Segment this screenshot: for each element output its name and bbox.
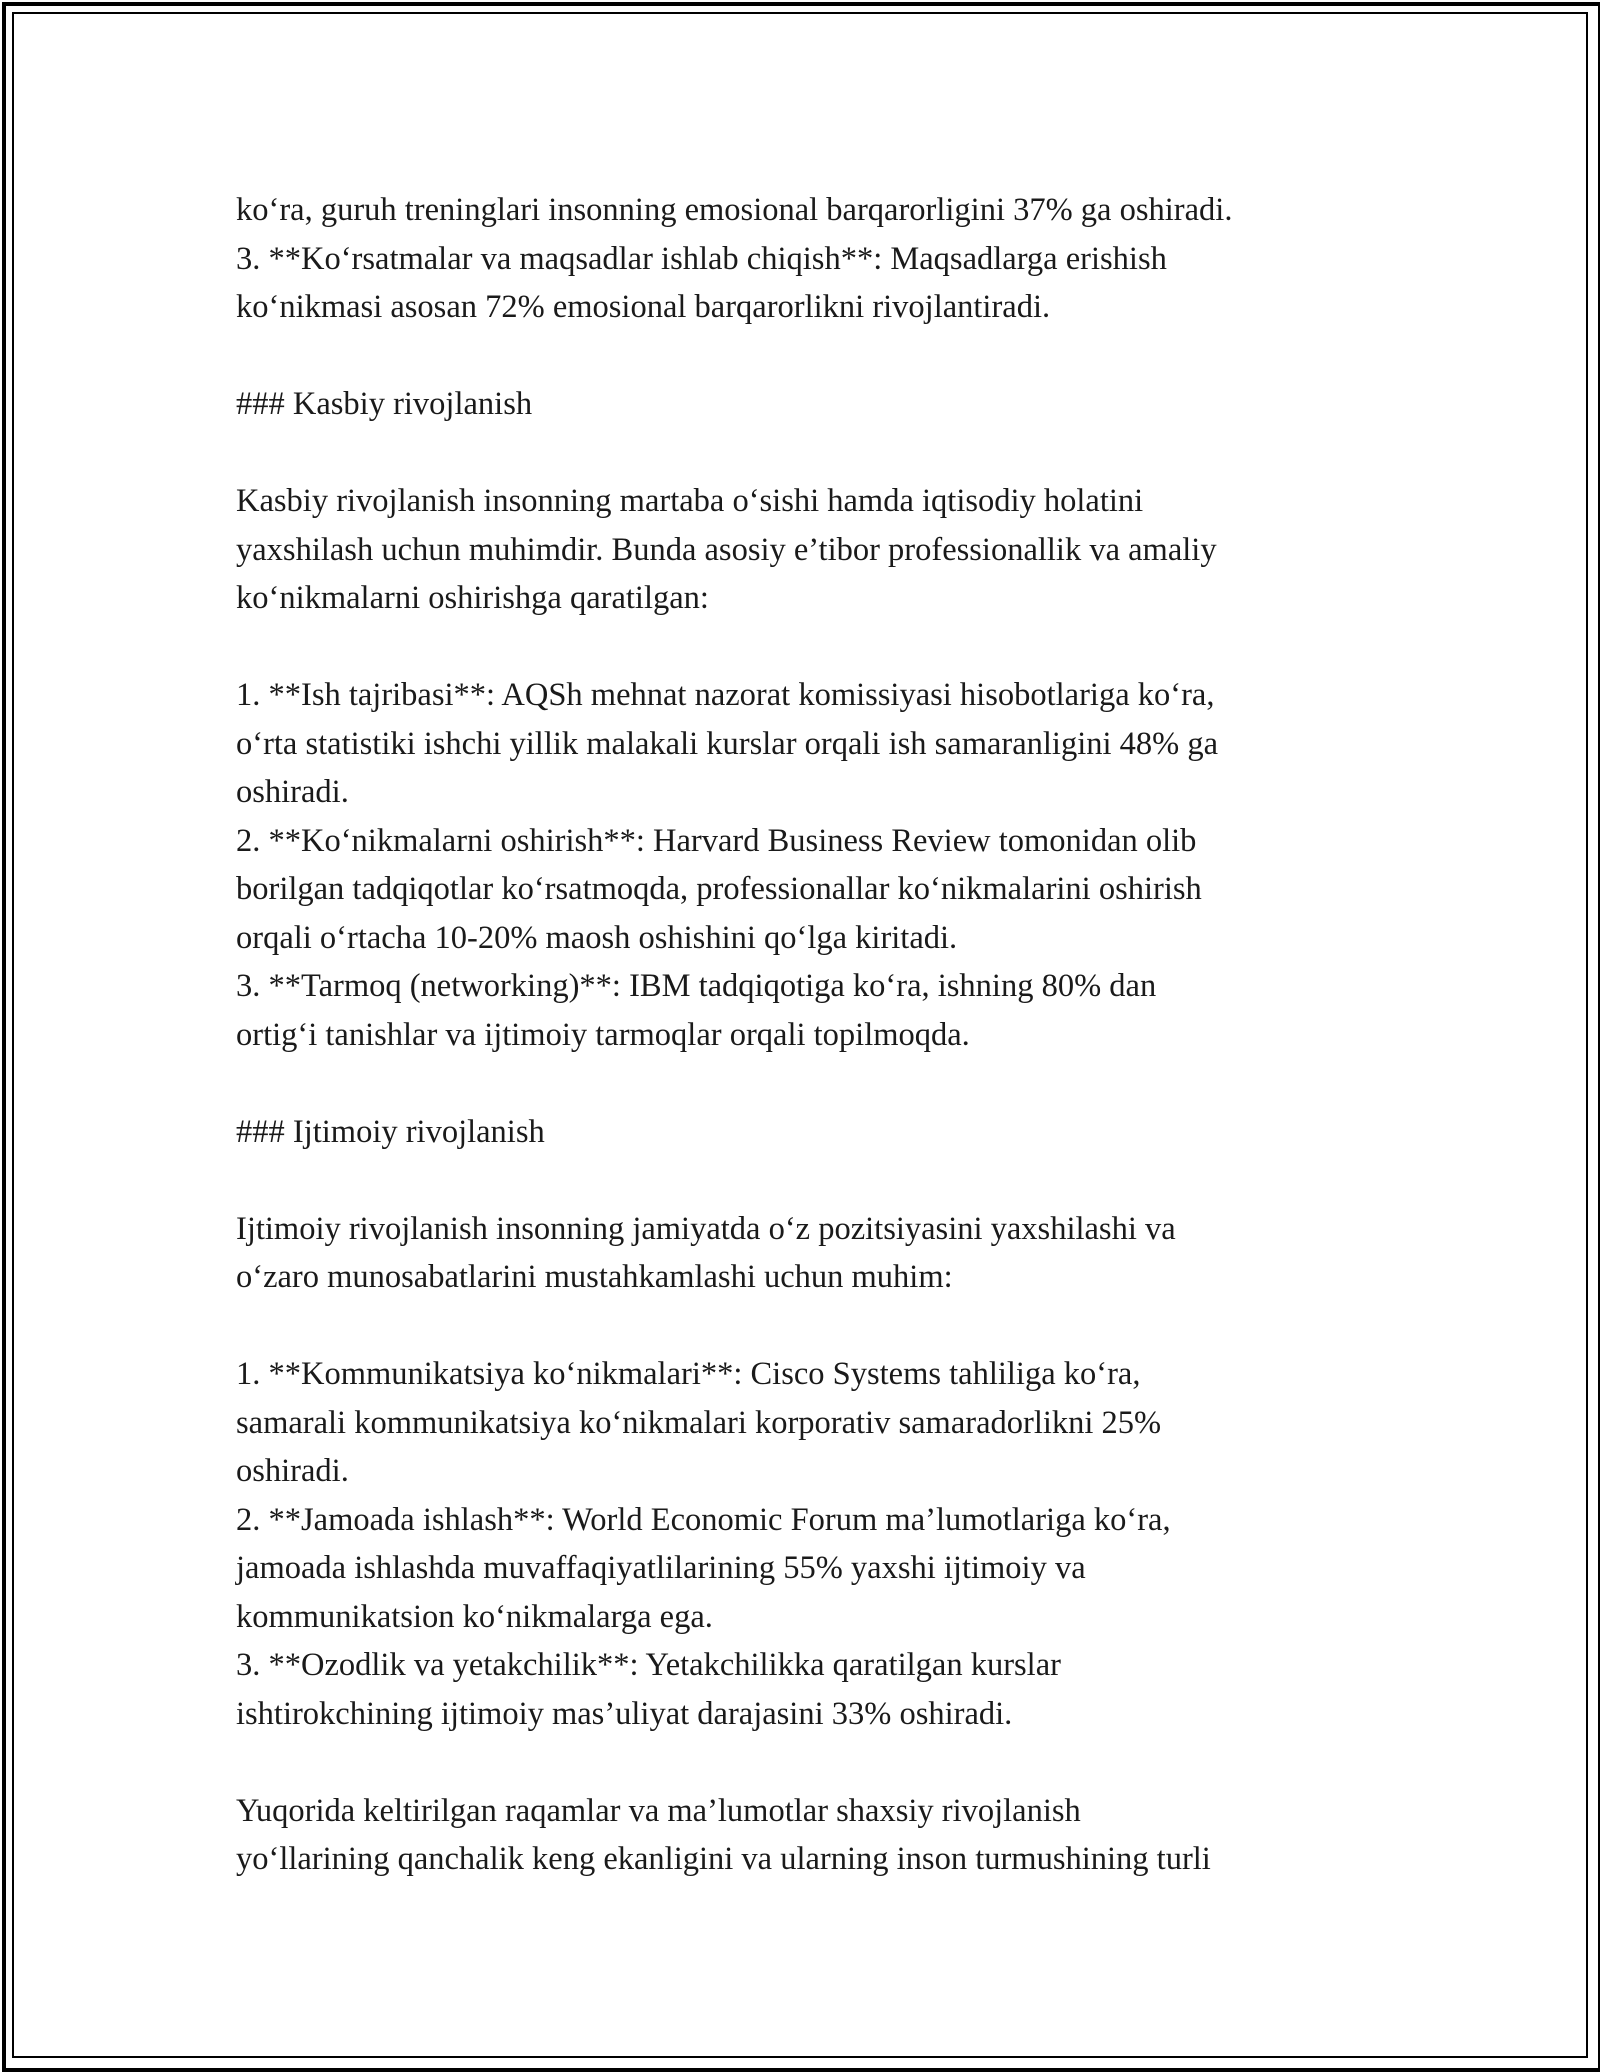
list-item-line: ortig‘i tanishlar va ijtimoiy tarmoqlar orqali topilmoqda.: [236, 1016, 970, 1053]
list-item-line: borilgan tadqiqotlar ko‘rsatmoqda, professionallar ko‘nikmalarini oshirish: [236, 871, 1202, 907]
list-item-line: jamoada ishlashda muvaffaqiyatlilarining 55% yaxshi ijtimoiy va: [236, 1550, 1086, 1586]
blank-line: [236, 332, 1416, 381]
list-item-line: o‘rta statistiki ishchi yillik malakali kurslar orqali ish samaranligini 48% ga: [236, 725, 1219, 762]
text-line: ko‘nikmasi asosan 72% emosional barqarorlikni rivojlantiradi.: [236, 289, 1051, 325]
blank-line: [236, 1302, 1416, 1351]
list-item-line: 3. **Tarmoq (networking)**: IBM tadqiqotiga ko‘ra, ishning 80% dan: [236, 968, 1157, 1004]
list-item-line: 1. **Ish tajribasi**: AQSh mehnat nazorat komissiyasi hisobotlariga ko‘ra,: [236, 677, 1215, 713]
list-item-line: 1. **Kommunikatsiya ko‘nikmalari**: Cisco Systems tahliliga ko‘ra,: [236, 1356, 1141, 1392]
list-item-line: 2. **Ko‘nikmalarni oshirish**: Harvard Business Review tomonidan olib: [236, 822, 1197, 859]
paragraph-line: yo‘llarining qanchalik keng ekanligini va ularning inson turmushining turli: [236, 1841, 1211, 1877]
list-item-line: oshiradi.: [236, 1453, 349, 1489]
document-body: [236, 186, 1416, 1884]
list-item-line: oshiradi.: [236, 774, 349, 810]
blank-line: [236, 1059, 1416, 1108]
list-item-line: kommunikatsion ko‘nikmalarga ega.: [236, 1598, 713, 1635]
list-item-line: 2. **Jamoada ishlash**: World Economic Forum ma’lumotlariga ko‘ra,: [236, 1501, 1171, 1538]
blank-line: [236, 623, 1416, 672]
paragraph-line: Kasbiy rivojlanish insonning martaba o‘sishi hamda iqtisodiy holatini: [236, 483, 1144, 519]
list-item-line: orqali o‘rtacha 10-20% maosh oshishini qo‘lga kiritadi.: [236, 919, 958, 956]
paragraph-line: yaxshilash uchun muhimdir. Bunda asosiy e’tibor professionallik va amaliy: [236, 531, 1217, 568]
blank-line: [236, 429, 1416, 478]
section-heading-ijtimoiy: ### Ijtimoiy rivojlanish: [236, 1113, 545, 1150]
paragraph-line: ko‘nikmalarni oshirishga qaratilgan:: [236, 580, 709, 616]
blank-line: [236, 1156, 1416, 1205]
paragraph-line: Ijtimoiy rivojlanish insonning jamiyatda o‘z pozitsiyasini yaxshilashi va: [236, 1210, 1176, 1247]
list-item-line: ishtirokchining ijtimoiy mas’uliyat darajasini 33% oshiradi.: [236, 1695, 1013, 1732]
list-item-line: 3. **Ozodlik va yetakchilik**: Yetakchilikka qaratilgan kurslar: [236, 1647, 1061, 1683]
section-heading-kasbiy: ### Kasbiy rivojlanish: [236, 386, 533, 422]
blank-line: [236, 1738, 1416, 1787]
text-line: ko‘ra, guruh treninglari insonning emosional barqarorligini 37% ga oshiradi.: [236, 192, 1233, 228]
paragraph-line: Yuqorida keltirilgan raqamlar va ma’lumotlar shaxsiy rivojlanish: [236, 1792, 1081, 1829]
paragraph-line: o‘zaro munosabatlarini mustahkamlashi uchun muhim:: [236, 1259, 953, 1295]
list-item-line: samarali kommunikatsiya ko‘nikmalari korporativ samaradorlikni 25%: [236, 1404, 1162, 1441]
list-item-line: 3. **Ko‘rsatmalar va maqsadlar ishlab chiqish**: Maqsadlarga erishish: [236, 240, 1167, 277]
